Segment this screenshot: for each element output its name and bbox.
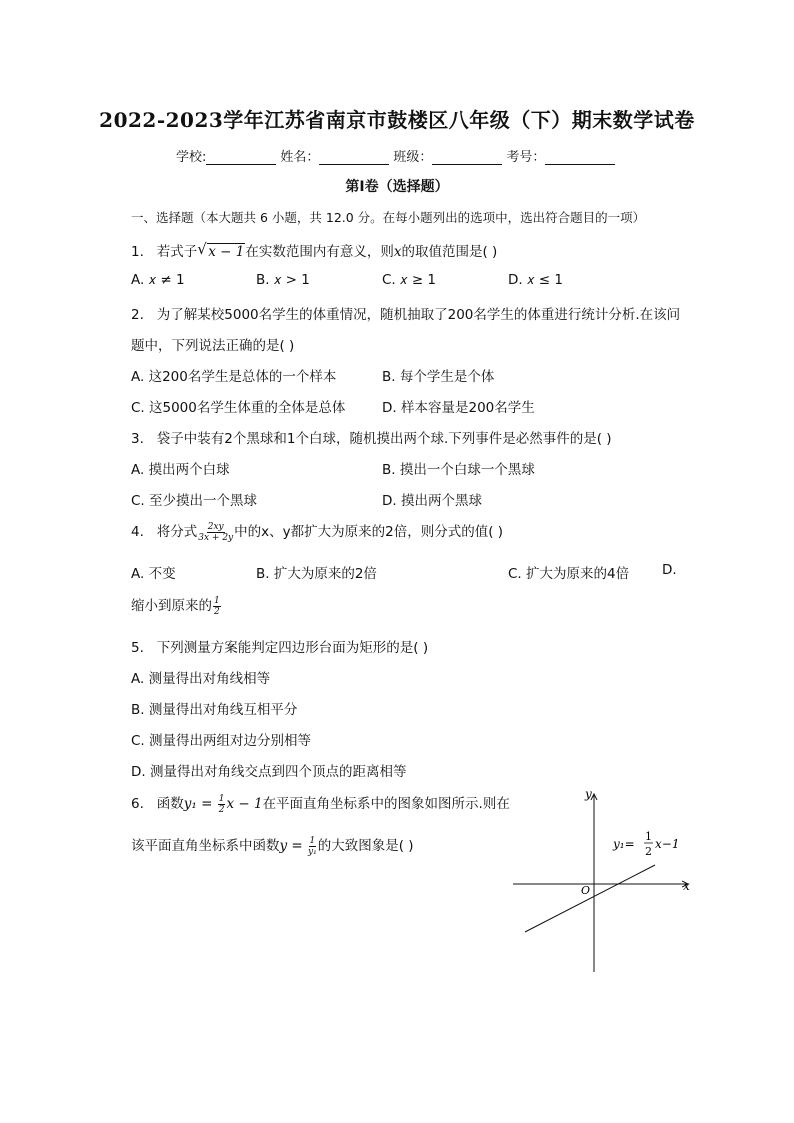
exam-no-label: 考号： [506, 150, 546, 165]
q3-text: 袋子中装有2个黑球和1个白球，随机摸出两个球.下列事件是必然事件的是( ) [156, 431, 612, 447]
q4-option-d[interactable] [131, 594, 222, 617]
q5-number: 5. [131, 640, 144, 656]
q1-radicand: x − 1 [208, 244, 245, 260]
part-instructions: 一、选择题（本大题共 6 小题，共 12.0 分。在每小题列出的选项中，选出符合题目的一项） [131, 210, 646, 225]
q4-option-d-label[interactable]: D. [662, 562, 677, 578]
line-label-y1: y₁= [613, 837, 635, 851]
q3-option-a[interactable]: A. 摸出两个白球 [131, 462, 230, 478]
q4-frac-denominator: 3x + 2y [198, 532, 234, 543]
student-info-row [176, 146, 619, 165]
q2-number: 2. [131, 307, 144, 323]
q5-text: 下列测量方案能判定四边形台面为矩形的是( ) [156, 640, 429, 656]
exam-title: 2022-2023学年江苏省南京市鼓楼区八年级（下）期末数学试卷 [99, 108, 695, 132]
q3-option-c[interactable]: C. 至少摸出一个黑球 [131, 493, 258, 509]
q4-text-pre: 将分式 [156, 524, 198, 540]
q2-option-d[interactable]: D. 样本容量是200名学生 [382, 400, 535, 416]
q6-half-fraction [218, 794, 226, 815]
q5-option-d[interactable]: D. 测量得出对角线交点到四个顶点的距离相等 [131, 764, 407, 780]
question-4 [131, 520, 503, 543]
q6-expr-rest: x − 1 [226, 796, 263, 812]
line-label-num: 1 [645, 830, 652, 843]
q4-option-c[interactable]: C. 扩大为原来的4倍 [508, 566, 630, 582]
q4-option-a[interactable]: A. 不变 [131, 566, 176, 582]
q2-text-line1: 为了解某校5000名学生的体重情况，随机抽取了200名学生的体重进行统计分析.在该问 [156, 307, 681, 323]
q6-line2 [131, 834, 414, 857]
class-label: 班级： [393, 150, 433, 165]
q6-half-denominator: 2 [218, 804, 225, 815]
question-2 [131, 303, 680, 323]
q6-text-pre: 函数 [156, 796, 184, 812]
question-5 [131, 636, 428, 656]
function-line [525, 865, 655, 932]
origin-label: O [581, 884, 591, 897]
question-1 [131, 240, 497, 260]
q6-eq2: = [287, 838, 308, 854]
q1-option-b[interactable]: B. 𝑥 > 1 [256, 272, 310, 288]
q4-frac-numerator: 2xy [207, 521, 224, 532]
q3-number: 3. [131, 431, 144, 447]
q1-var: x [393, 244, 402, 260]
q1-text-pre: 若式子 [156, 244, 198, 260]
name-blank[interactable] [319, 150, 389, 165]
x-axis-label: x [683, 879, 690, 893]
q6-inverse-fraction [308, 836, 317, 857]
q3-option-d[interactable]: D. 摸出两个黑球 [382, 493, 482, 509]
question-3 [131, 427, 612, 447]
q5-option-c[interactable]: C. 测量得出两组对边分别相等 [131, 733, 312, 749]
q1-option-c[interactable]: C. 𝑥 ≥ 1 [382, 272, 437, 288]
line-label-rest: x−1 [655, 837, 680, 851]
q2-option-c[interactable]: C. 这5000名学生体重的全体是总体 [131, 400, 346, 416]
q3-option-b[interactable]: B. 摸出一个白球一个黑球 [382, 462, 535, 478]
q4-option-d-fraction [213, 596, 221, 617]
q1-option-a[interactable]: A. 𝑥 ≠ 1 [131, 272, 185, 288]
q6-y1: y₁ [183, 796, 197, 812]
line-label-den: 2 [645, 845, 652, 858]
q4-d-denominator: 2 [214, 606, 220, 617]
q6-half-numerator: 1 [218, 793, 225, 804]
q4-fraction [198, 522, 233, 543]
q6-function-graph [505, 782, 705, 982]
school-label: 学校: [176, 150, 207, 165]
question-6 [131, 792, 510, 815]
q2-text-line2: 题中，下列说法正确的是( ) [131, 338, 295, 354]
exam-no-blank[interactable] [545, 150, 615, 165]
q4-option-d-text: 缩小到原来的 [131, 598, 212, 614]
q4-text-post: 中的x、y都扩大为原来的2倍，则分式的值( ) [234, 524, 504, 540]
q1-sqrt: √ x − 1 [197, 240, 245, 260]
q4-number: 4. [131, 524, 144, 540]
q5-option-b[interactable]: B. 测量得出对角线互相平分 [131, 702, 298, 718]
q6-inv-denominator: y₁ [308, 846, 317, 857]
q1-text-mid: 在实数范围内有意义，则 [245, 244, 394, 260]
q2-option-b[interactable]: B. 每个学生是个体 [382, 369, 495, 385]
q6-line2-pre: 该平面直角坐标系中函数 [131, 838, 280, 854]
q5-option-a[interactable]: A. 测量得出对角线相等 [131, 671, 271, 687]
q4-d-numerator: 1 [214, 595, 220, 606]
q1-text-post: 的取值范围是( ) [401, 244, 498, 260]
section-heading: 第I卷（选择题） [345, 179, 449, 195]
q6-inv-numerator: 1 [309, 835, 316, 846]
q6-y: y [279, 838, 288, 854]
y-axis-label: y [585, 787, 592, 801]
q2-option-a[interactable]: A. 这200名学生是总体的一个样本 [131, 369, 337, 385]
q6-number: 6. [131, 796, 144, 812]
q6-line2-post: 的大致图象是( ) [317, 838, 414, 854]
school-blank[interactable] [206, 150, 276, 165]
q6-text-post: 在平面直角坐标系中的图象如图所示.则在 [262, 796, 510, 812]
q1-option-d[interactable]: D. 𝑥 ≤ 1 [508, 272, 563, 288]
q1-number: 1. [131, 244, 144, 260]
name-label: 姓名： [280, 150, 320, 165]
q4-option-b[interactable]: B. 扩大为原来的2倍 [256, 566, 377, 582]
q6-eq: = [196, 796, 217, 812]
class-blank[interactable] [432, 150, 502, 165]
